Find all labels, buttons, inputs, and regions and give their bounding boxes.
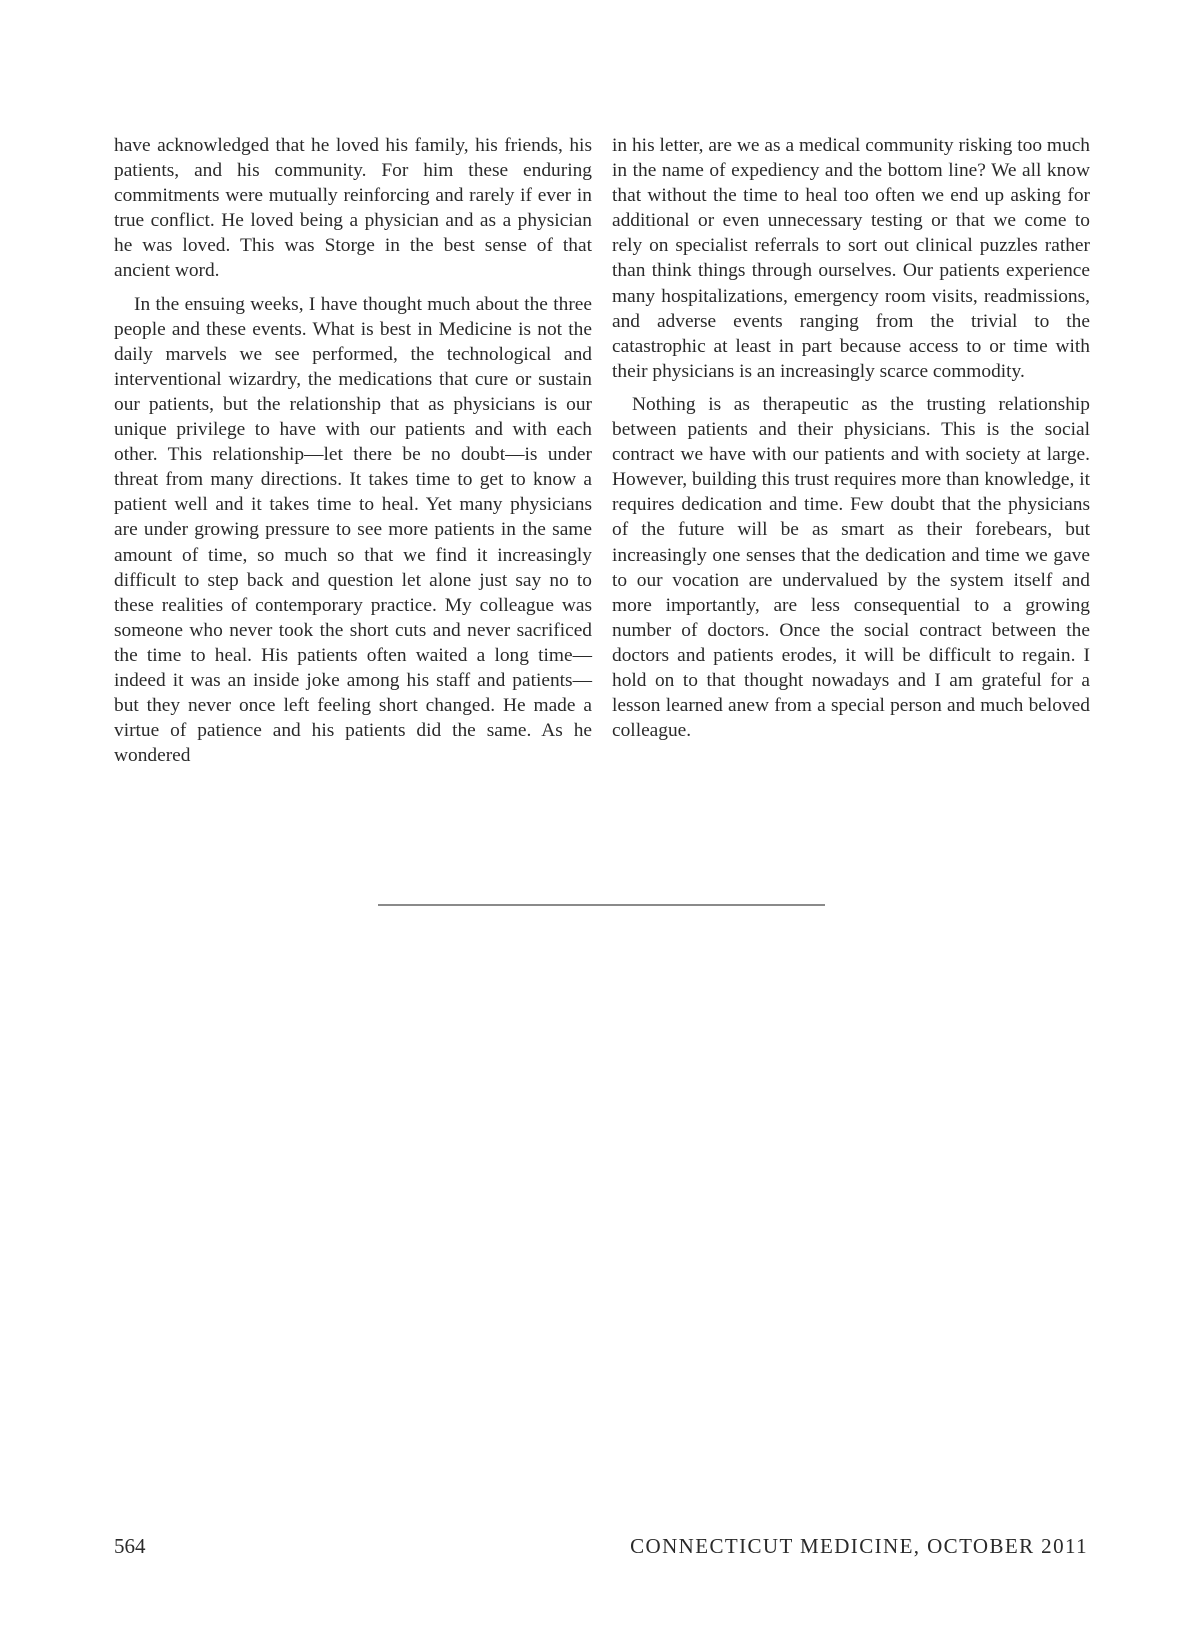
paragraph-right-1: in his letter, are we as a medical community risking too much in the name of expediency and the bottom line? We all know that without the time to heal too often we end up asking for additional or even unnecessary testing or that we come to rely on specialist referrals to sort out clinical puzzles rather than think things through ourselves. Our patients experience many hospitalizations, emergency room visits, readmissions, and adverse events ranging from the trivial to the catastrophic at least in part because access to or time with their physicians is an increasingly scarce commodity. — [612, 135, 1090, 382]
section-divider-rule — [378, 904, 825, 906]
page-number: 564 — [114, 1534, 146, 1558]
paragraph-right-2: Nothing is as therapeutic as the trusting relationship between patients and their physicians. This is the social contract we have with our patients and with society at large. However, building this trust requires more than knowledge, it requires dedication and time. Few doubt that the physicians of the future will be as smart as their forebears, but increasingly one senses that the dedication and time we gave to our vocation are undervalued by the system itself and more importantly, are less consequential to a growing number of doctors. Once the social contract between the doctors and patients erodes, it will be difficult to regain. I hold on to that thought nowadays and I am grateful for a lesson learned anew from a special person and much beloved colleague. — [612, 393, 1090, 742]
paragraph-left-1: have acknowledged that he loved his family, his friends, his patients, and his community. For him these enduring commitments were mutually reinforcing and rarely if ever in true conflict. He loved being a physician and as a physician he was loved. This was Storge in the best sense of that ancient word. — [114, 135, 592, 282]
journal-running-footer: CONNECTICUT MEDICINE, OCTOBER 2011 — [630, 1534, 1088, 1558]
right-text-column — [612, 133, 1090, 751]
paragraph-left-2: In the ensuing weeks, I have thought much about the three people and these events. What is best in Medicine is not the daily marvels we see performed, the technological and interventional wizardry, the medications that cure or sustain our patients, but the relationship that as physicians is our unique privilege to have with our patients and with each other. This relationship—let there be no doubt—is under threat from many directions. It takes time to get to know a patient well and it takes time to heal. Yet many physicians are under growing pressure to see more patients in the same amount of time, so much so that we find it increasingly difficult to step back and question let alone just say no to these realities of contemporary practice. My colleague was someone who never took the short cuts and never sacrificed the time to heal. His patients often waited a long time—indeed it was an inside joke among his staff and patients—but they never once left feeling short changed. He made a virtue of patience and his patients did the same. As he wondered — [114, 293, 592, 767]
left-text-column — [114, 133, 592, 776]
